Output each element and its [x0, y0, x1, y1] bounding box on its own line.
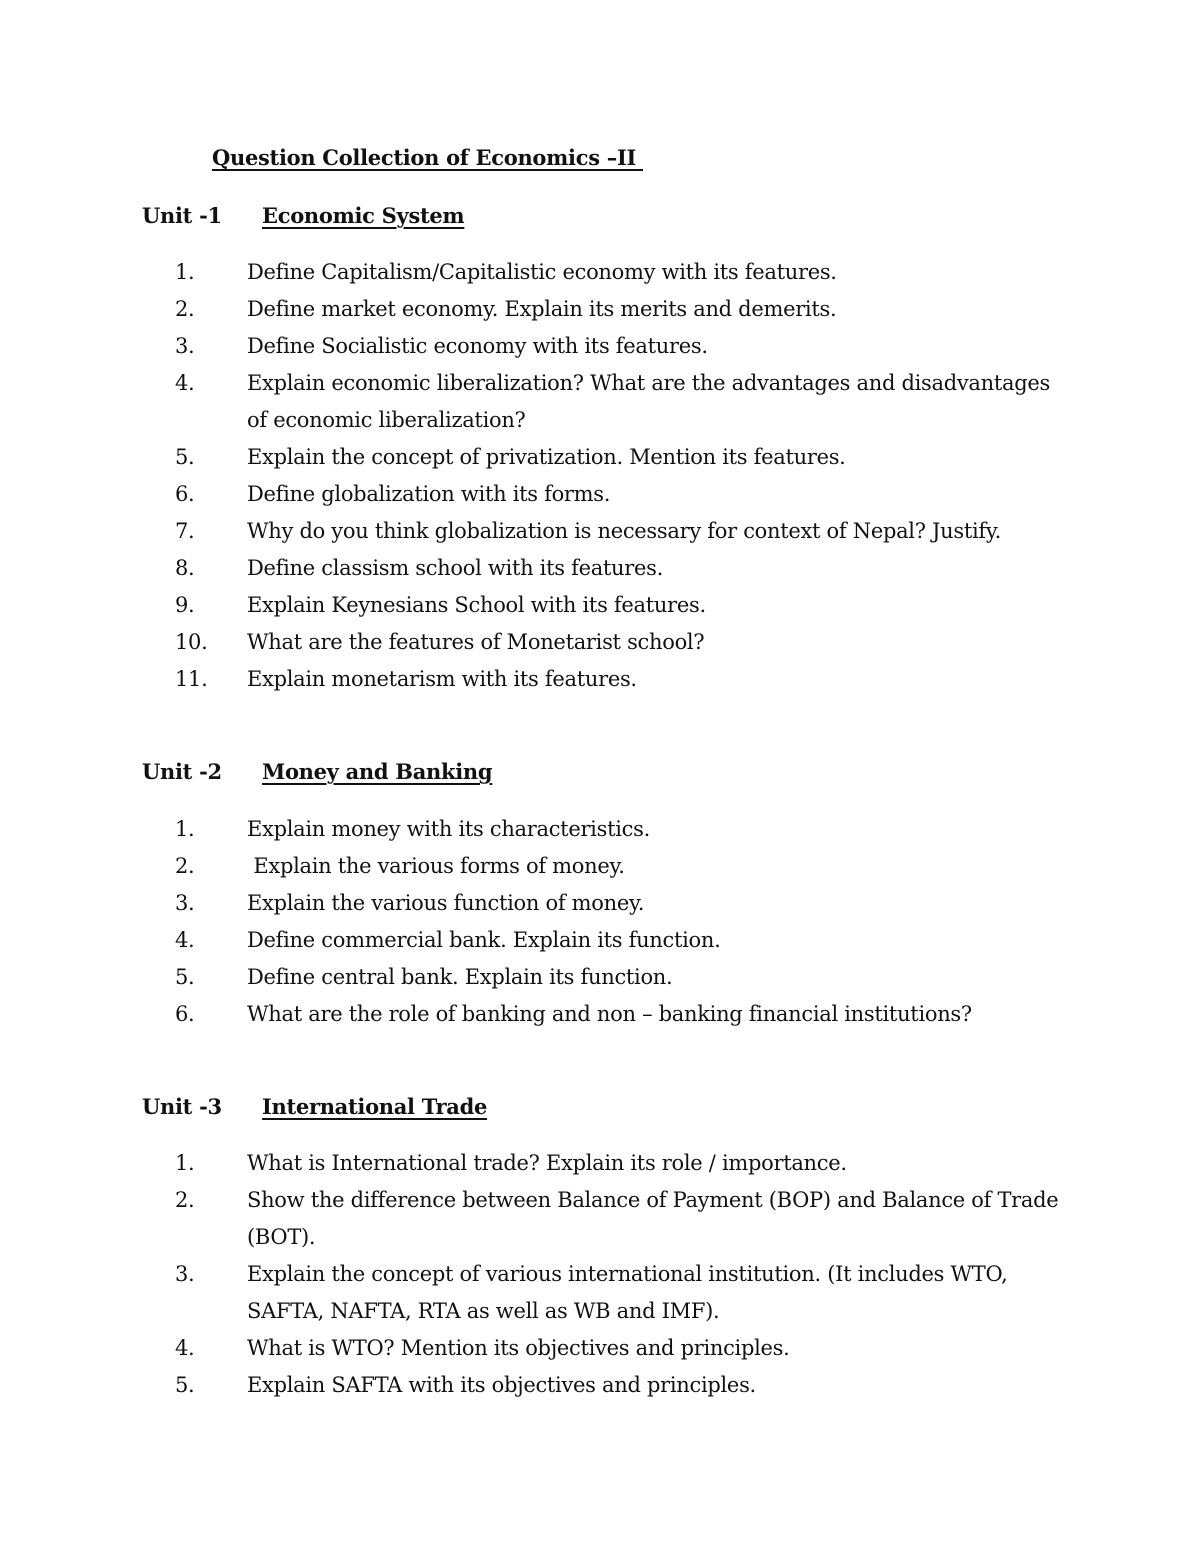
unit-1-number: Unit -1: [142, 203, 222, 228]
question-number: 1.: [175, 817, 195, 841]
unit-3-question-list: [142, 1145, 1072, 1404]
question-text: Explain the various forms of money.: [247, 854, 625, 878]
question-number: 8.: [175, 556, 195, 580]
question-text: Define commercial bank. Explain its function.: [247, 928, 721, 952]
question-item: [142, 922, 1072, 959]
question-number: 1.: [175, 1151, 195, 1175]
question-text: Explain economic liberalization? What are the advantages and disadvantages of economic liberalization?: [247, 371, 1050, 432]
question-text: Explain the concept of privatization. Mention its features.: [247, 445, 846, 469]
question-item: [142, 328, 1072, 365]
question-item: [142, 513, 1072, 550]
question-number: 3.: [175, 334, 195, 358]
question-text: What is International trade? Explain its role / importance.: [247, 1151, 847, 1175]
question-text: Explain SAFTA with its objectives and principles.: [247, 1373, 756, 1397]
question-number: 4.: [175, 1336, 195, 1360]
unit-2-name: Money and Banking: [262, 759, 493, 784]
question-number: 2.: [175, 1188, 195, 1212]
question-item: [142, 996, 1072, 1033]
question-text: Define market economy. Explain its merits and demerits.: [247, 297, 837, 321]
unit-2-heading: [142, 759, 492, 784]
unit-3-name: International Trade: [262, 1094, 488, 1119]
question-item: [142, 959, 1072, 996]
question-text: Define Capitalism/Capitalistic economy with its features.: [247, 260, 837, 284]
question-number: 7.: [175, 519, 195, 543]
question-item: [142, 550, 1072, 587]
question-item: [142, 1367, 1072, 1404]
question-number: 1.: [175, 260, 195, 284]
question-item: [142, 365, 1072, 439]
question-item: [142, 885, 1072, 922]
question-number: 3.: [175, 891, 195, 915]
question-number: 9.: [175, 593, 195, 617]
question-item: [142, 291, 1072, 328]
unit-3-number: Unit -3: [142, 1094, 222, 1119]
question-item: [142, 1182, 1072, 1256]
unit-1-name: Economic System: [262, 203, 465, 228]
question-number: 4.: [175, 371, 195, 395]
question-item: [142, 1145, 1072, 1182]
question-number: 2.: [175, 854, 195, 878]
question-item: [142, 476, 1072, 513]
question-text: Why do you think globalization is necessary for context of Nepal? Justify.: [247, 519, 1002, 543]
question-number: 4.: [175, 928, 195, 952]
question-text: What are the role of banking and non – banking financial institutions?: [247, 1002, 972, 1026]
question-text: Explain money with its characteristics.: [247, 817, 650, 841]
unit-2-number: Unit -2: [142, 759, 222, 784]
unit-2-question-list: [142, 811, 1072, 1033]
question-text: Explain monetarism with its features.: [247, 667, 637, 691]
question-number: 2.: [175, 297, 195, 321]
question-item: [142, 661, 1072, 698]
question-number: 6.: [175, 1002, 195, 1026]
question-text: Define Socialistic economy with its features.: [247, 334, 708, 358]
question-item: [142, 811, 1072, 848]
question-text: Define classism school with its features.: [247, 556, 663, 580]
unit-1-heading: [142, 203, 464, 228]
question-number: 5.: [175, 965, 195, 989]
question-number: 11.: [175, 667, 208, 691]
question-item: [142, 254, 1072, 291]
question-text: Define globalization with its forms.: [247, 482, 611, 506]
question-item: [142, 1330, 1072, 1367]
question-number: 3.: [175, 1262, 195, 1286]
question-item: [142, 587, 1072, 624]
question-number: 6.: [175, 482, 195, 506]
question-text: Explain the various function of money.: [247, 891, 645, 915]
question-item: [142, 439, 1072, 476]
question-item: [142, 848, 1072, 885]
question-number: 10.: [175, 630, 208, 654]
question-item: [142, 1256, 1072, 1330]
question-text: Define central bank. Explain its function.: [247, 965, 673, 989]
question-number: 5.: [175, 445, 195, 469]
question-number: 5.: [175, 1373, 195, 1397]
question-text: Show the difference between Balance of Payment (BOP) and Balance of Trade (BOT).: [247, 1188, 1059, 1249]
question-text: Explain the concept of various international institution. (It includes WTO, SAFTA, NAFTA, RTA as well as WB and IMF).: [247, 1262, 1008, 1323]
document-title: Question Collection of Economics –II: [212, 145, 643, 170]
question-item: [142, 624, 1072, 661]
question-text: What is WTO? Mention its objectives and principles.: [247, 1336, 790, 1360]
question-text: What are the features of Monetarist school?: [247, 630, 705, 654]
question-text: Explain Keynesians School with its features.: [247, 593, 706, 617]
unit-3-heading: [142, 1094, 487, 1119]
unit-1-question-list: [142, 254, 1072, 698]
